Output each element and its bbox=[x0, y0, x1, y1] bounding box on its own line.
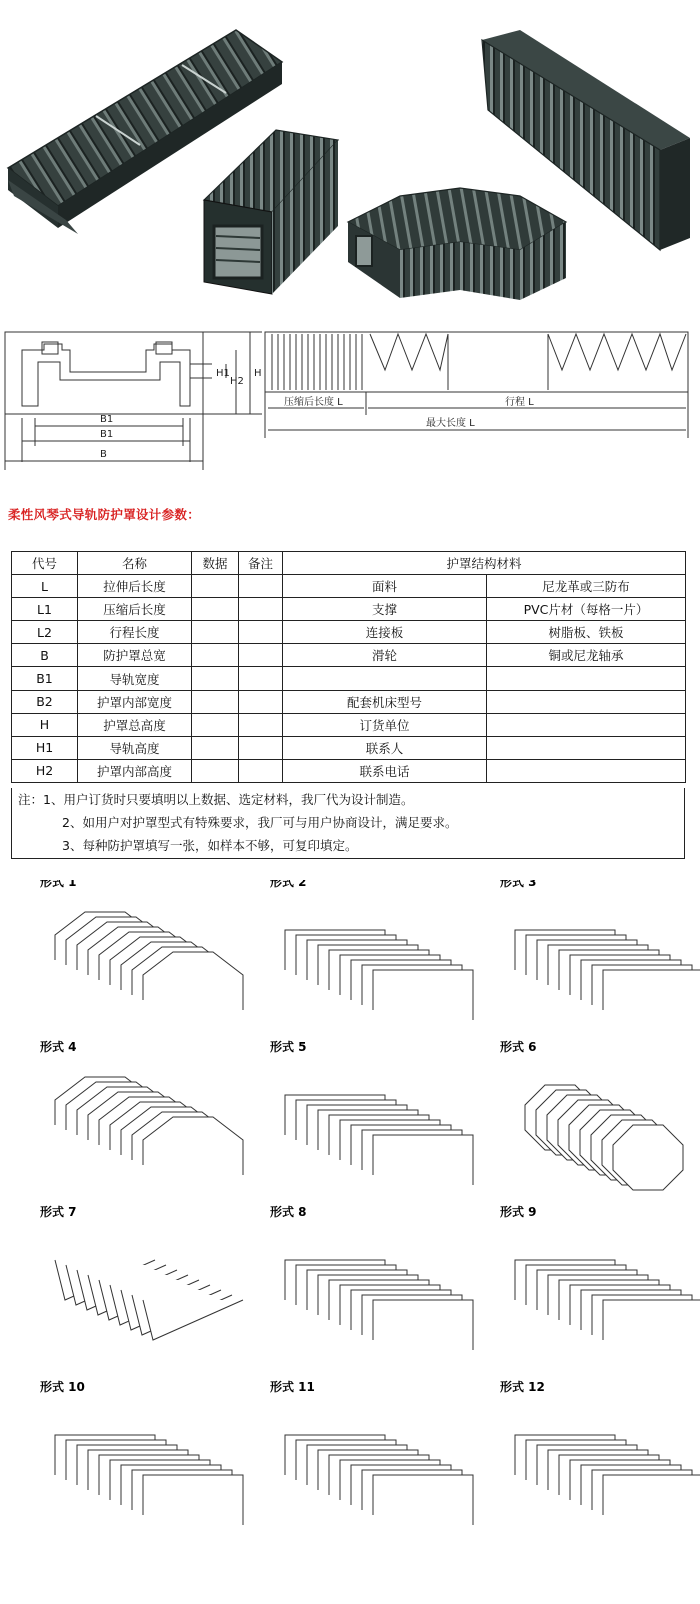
row-remark bbox=[239, 575, 283, 598]
row-material-label: 配套机床型号 bbox=[283, 690, 487, 713]
label-stroke: 行程 L bbox=[505, 397, 534, 408]
form-8 bbox=[270, 1204, 473, 1350]
row-name: 护罩内部高度 bbox=[78, 759, 192, 782]
form-6 bbox=[500, 1039, 683, 1190]
row-name: 护罩总高度 bbox=[78, 713, 192, 736]
product-photos bbox=[0, 0, 700, 310]
row-material-label: 订货单位 bbox=[283, 713, 487, 736]
form-label: 形式 4 bbox=[40, 1040, 77, 1054]
bellows-photo-2 bbox=[204, 130, 338, 294]
form-types bbox=[0, 880, 700, 1600]
form-label: 形式 8 bbox=[270, 1205, 307, 1219]
row-data bbox=[192, 575, 239, 598]
row-remark bbox=[239, 713, 283, 736]
row-code: B2 bbox=[12, 690, 78, 713]
form-10 bbox=[40, 1379, 243, 1525]
row-remark bbox=[239, 598, 283, 621]
row-code: H bbox=[12, 713, 78, 736]
bellows-fold bbox=[373, 1135, 473, 1185]
label-compressed-length: 压缩后长度 L bbox=[284, 397, 343, 408]
row-material-label: 面料 bbox=[283, 575, 487, 598]
note-3: 3、每种防护罩填写一张，如样本不够，可复印填定。 bbox=[62, 838, 358, 853]
header-material: 护罩结构材料 bbox=[283, 552, 686, 575]
bellows-fold bbox=[603, 970, 700, 1020]
row-material-value: PVC片材（每格一片） bbox=[487, 598, 686, 621]
bellows-fold bbox=[373, 970, 473, 1020]
label-h1: H1 bbox=[216, 368, 230, 379]
row-code: L2 bbox=[12, 621, 78, 644]
table-row bbox=[12, 575, 686, 598]
row-data bbox=[192, 667, 239, 690]
row-material-value bbox=[487, 690, 686, 713]
header-name: 名称 bbox=[78, 552, 192, 575]
row-remark bbox=[239, 759, 283, 782]
label-b1-b: B1 bbox=[100, 429, 114, 440]
table-row bbox=[12, 621, 686, 644]
form-11 bbox=[270, 1379, 473, 1525]
form-label: 形式 9 bbox=[500, 1205, 537, 1219]
label-h: H bbox=[254, 368, 262, 379]
form-label: 形式 12 bbox=[500, 1380, 545, 1394]
row-name: 导轨宽度 bbox=[78, 667, 192, 690]
form-illustrations bbox=[0, 880, 700, 1600]
table-row bbox=[12, 713, 686, 736]
row-material-label: 联系电话 bbox=[283, 759, 487, 782]
row-code: B bbox=[12, 644, 78, 667]
row-material-value: 铜或尼龙轴承 bbox=[487, 644, 686, 667]
form-label: 形式 6 bbox=[500, 1040, 537, 1054]
row-code: L1 bbox=[12, 598, 78, 621]
row-material-label: 联系人 bbox=[283, 736, 487, 759]
row-material-value bbox=[487, 667, 686, 690]
form-1 bbox=[40, 880, 243, 1010]
row-name: 拉伸后长度 bbox=[78, 575, 192, 598]
row-remark bbox=[239, 736, 283, 759]
row-data bbox=[192, 644, 239, 667]
label-max-length: 最大长度 L bbox=[426, 418, 475, 429]
form-label: 形式 3 bbox=[500, 880, 537, 889]
form-7 bbox=[40, 1204, 243, 1340]
label-b1-a: B1 bbox=[100, 414, 114, 425]
row-name: 导轨高度 bbox=[78, 736, 192, 759]
bellows-fold bbox=[613, 1125, 683, 1190]
form-5 bbox=[270, 1039, 473, 1185]
row-data bbox=[192, 690, 239, 713]
row-material-label: 连接板 bbox=[283, 621, 487, 644]
row-remark bbox=[239, 690, 283, 713]
row-code: H2 bbox=[12, 759, 78, 782]
form-3 bbox=[500, 880, 700, 1020]
row-material-value bbox=[487, 736, 686, 759]
form-label: 形式 11 bbox=[270, 1380, 315, 1394]
bellows-fold bbox=[143, 1300, 243, 1340]
row-data bbox=[192, 598, 239, 621]
dimension-diagram bbox=[0, 320, 700, 470]
bellows-fold bbox=[143, 1475, 243, 1525]
row-material-value bbox=[487, 759, 686, 782]
row-material-label: 支撑 bbox=[283, 598, 487, 621]
form-label: 形式 2 bbox=[270, 880, 307, 889]
bellows-fold bbox=[603, 1475, 700, 1525]
form-label: 形式 1 bbox=[40, 880, 77, 889]
row-name: 护罩内部宽度 bbox=[78, 690, 192, 713]
row-material-label bbox=[283, 667, 487, 690]
table-row bbox=[12, 598, 686, 621]
header-code: 代号 bbox=[12, 552, 78, 575]
row-remark bbox=[239, 621, 283, 644]
row-name: 行程长度 bbox=[78, 621, 192, 644]
section-title: 柔性风琴式导轨防护罩设计参数： bbox=[8, 507, 201, 522]
form-9 bbox=[500, 1204, 700, 1350]
table-row bbox=[12, 690, 686, 713]
form-2 bbox=[270, 880, 473, 1020]
row-name: 防护罩总宽 bbox=[78, 644, 192, 667]
table-row bbox=[12, 736, 686, 759]
bellows-fold bbox=[603, 1300, 700, 1350]
table-row bbox=[12, 644, 686, 667]
row-remark bbox=[239, 644, 283, 667]
row-material-value: 树脂板、铁板 bbox=[487, 621, 686, 644]
form-label: 形式 10 bbox=[40, 1380, 85, 1394]
bellows-photo-4 bbox=[348, 188, 566, 300]
form-12 bbox=[500, 1379, 700, 1525]
row-data bbox=[192, 736, 239, 759]
row-code: B1 bbox=[12, 667, 78, 690]
parameter-table bbox=[11, 551, 686, 783]
label-h2: H2 bbox=[230, 376, 244, 387]
note-2: 2、如用户对护罩型式有特殊要求，我厂可与用户协商设计，满足要求。 bbox=[62, 815, 458, 830]
row-remark bbox=[239, 667, 283, 690]
row-material-label: 滑轮 bbox=[283, 644, 487, 667]
table-header-row bbox=[12, 552, 686, 575]
row-data bbox=[192, 713, 239, 736]
row-material-value bbox=[487, 713, 686, 736]
note-1: 注：1、用户订货时只要填明以上数据、选定材料，我厂代为设计制造。 bbox=[18, 792, 414, 807]
form-4 bbox=[40, 1039, 243, 1175]
bellows-fold bbox=[373, 1475, 473, 1525]
table-row bbox=[12, 759, 686, 782]
notes bbox=[11, 788, 685, 859]
form-label: 形式 5 bbox=[270, 1040, 307, 1054]
row-data bbox=[192, 621, 239, 644]
row-code: H1 bbox=[12, 736, 78, 759]
row-code: L bbox=[12, 575, 78, 598]
form-label: 形式 7 bbox=[40, 1205, 77, 1219]
table-row bbox=[12, 667, 686, 690]
header-remark: 备注 bbox=[239, 552, 283, 575]
label-b: B bbox=[100, 449, 107, 460]
row-name: 压缩后长度 bbox=[78, 598, 192, 621]
row-data bbox=[192, 759, 239, 782]
header-data: 数据 bbox=[192, 552, 239, 575]
bellows-fold bbox=[373, 1300, 473, 1350]
row-material-value: 尼龙革或三防布 bbox=[487, 575, 686, 598]
